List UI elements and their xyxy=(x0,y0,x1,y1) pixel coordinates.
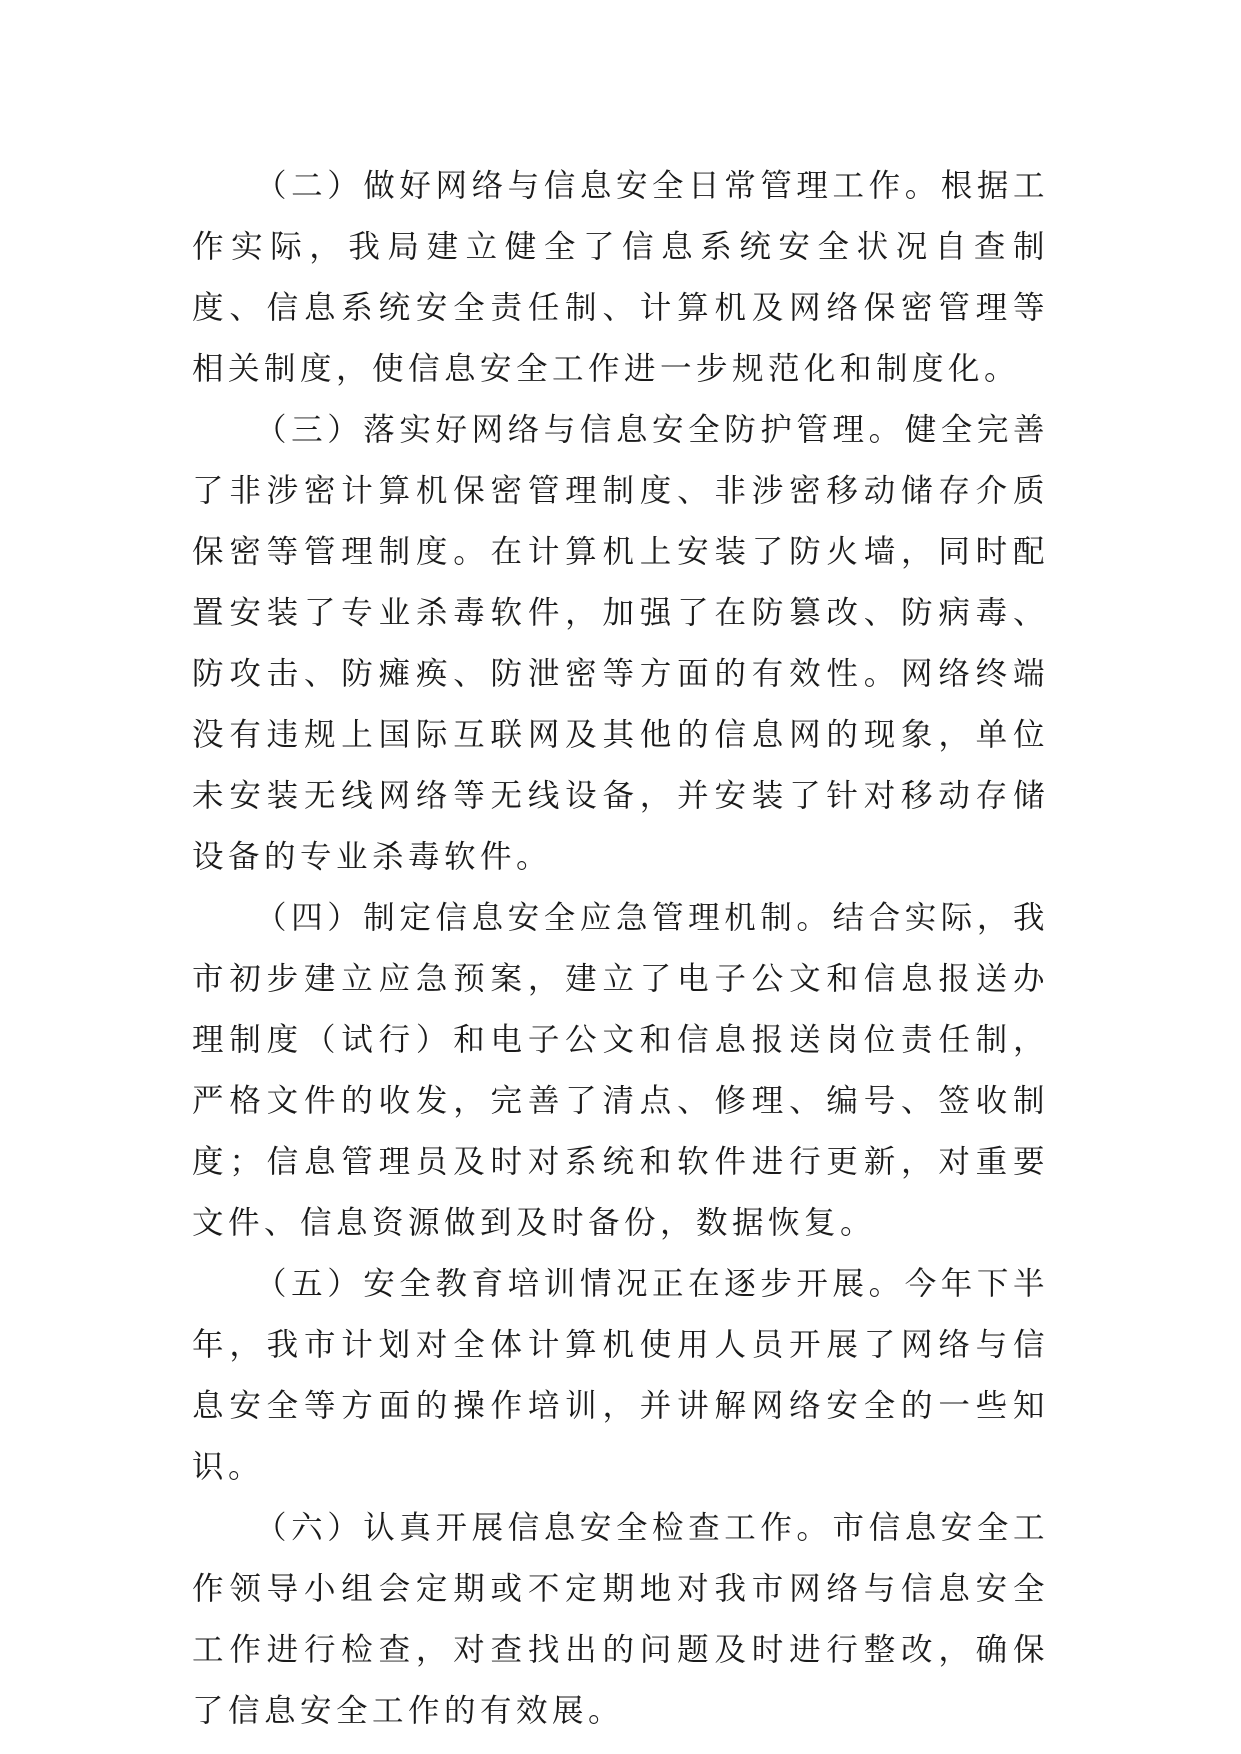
document-body xyxy=(192,156,1049,1742)
paragraph-6: （六）认真开展信息安全检查工作。市信息安全工作领导小组会定期或不定期地对我市网络与信息安全工作进行检查，对查找出的问题及时进行整改，确保了信息安全工作的有效展。 xyxy=(192,1510,1049,1729)
paragraph-3: （三）落实好网络与信息安全防护管理。健全完善了非涉密计算机保密管理制度、非涉密移动储存介质保密等管理制度。在计算机上安装了防火墙，同时配置安装了专业杀毒软件，加强了在防篡改、防病毒、防攻击、防瘫痪、防泄密等方面的有效性。网络终端没有违规上国际互联网及其他的信息网的现象，单位未安装无线网络等无线设备，并安装了针对移动存储设备的专业杀毒软件。 xyxy=(192,412,1049,875)
paragraph-4: （四）制定信息安全应急管理机制。结合实际，我市初步建立应急预案，建立了电子公文和信息报送办理制度（试行）和电子公文和信息报送岗位责任制，严格文件的收发，完善了清点、修理、编号、签收制度；信息管理员及时对系统和软件进行更新，对重要文件、信息资源做到及时备份，数据恢复。 xyxy=(192,900,1049,1241)
paragraph-5: （五）安全教育培训情况正在逐步开展。今年下半年，我市计划对全体计算机使用人员开展了网络与信息安全等方面的操作培训，并讲解网络安全的一些知识。 xyxy=(192,1266,1049,1485)
paragraph-2: （二）做好网络与信息安全日常管理工作。根据工作实际，我局建立健全了信息系统安全状况自查制度、信息系统安全责任制、计算机及网络保密管理等相关制度，使信息安全工作进一步规范化和制度化。 xyxy=(192,168,1049,387)
